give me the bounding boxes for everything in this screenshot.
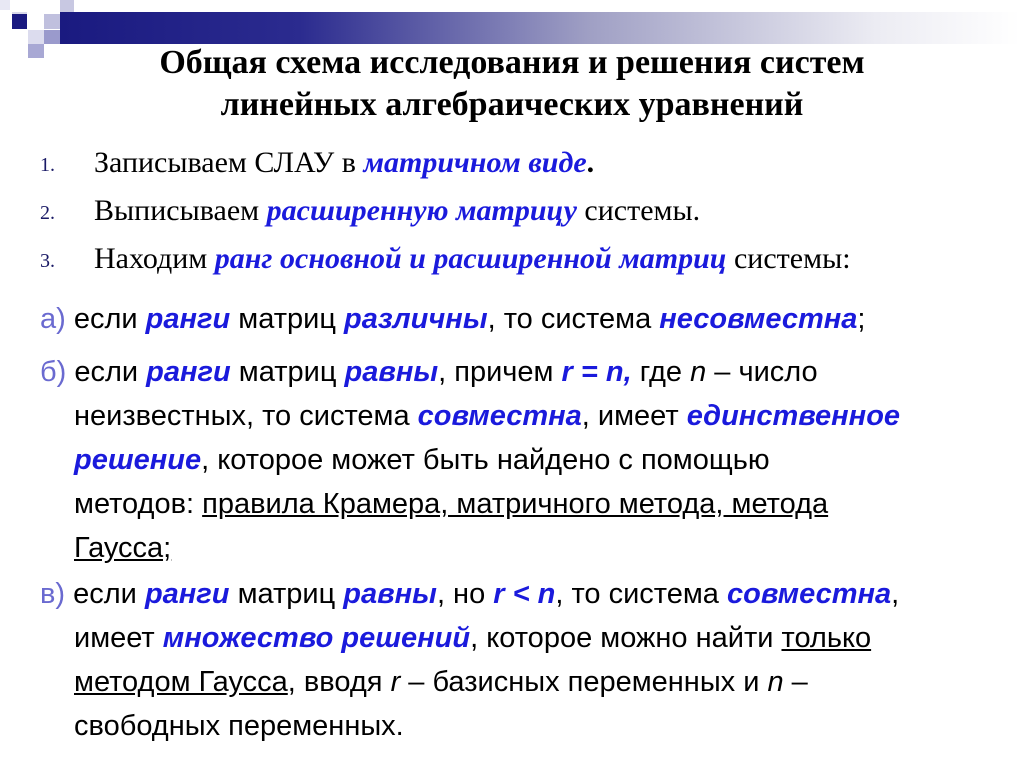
text: – число — [706, 356, 818, 388]
highlight: совместна — [417, 400, 582, 432]
text: , — [891, 578, 900, 610]
step-text — [94, 236, 851, 282]
highlight: совместна — [727, 578, 892, 610]
underlined: методом Гаусса — [74, 666, 288, 698]
variable: r — [390, 666, 401, 698]
text: если — [65, 303, 146, 335]
text: свободных переменных. — [74, 710, 404, 742]
highlight: равны — [344, 356, 439, 388]
variable: n — [767, 666, 784, 698]
steps-list — [40, 140, 1000, 284]
step-2 — [40, 188, 1000, 236]
highlight: ранги — [144, 578, 230, 610]
title-line-2: линейных алгебраических уравнений — [220, 86, 804, 123]
text: системы: — [726, 242, 851, 275]
text: если — [66, 356, 147, 388]
text: матриц — [230, 303, 344, 335]
highlight: матричном виде — [363, 146, 587, 179]
methods-underlined: Гаусса; — [74, 532, 172, 564]
highlight: ранги — [146, 356, 231, 388]
text: – — [783, 666, 808, 698]
slide-title — [0, 42, 1024, 126]
text: где — [631, 356, 691, 388]
variable: n — [690, 356, 707, 388]
deco-square — [44, 14, 60, 29]
text: , причем — [438, 356, 562, 388]
step-number: 2. — [40, 202, 55, 224]
step-1 — [40, 140, 1000, 188]
highlight: множество решений — [162, 622, 471, 654]
step-text — [94, 188, 700, 234]
highlight: ранги — [145, 303, 231, 335]
case-c — [40, 572, 899, 748]
text: Выписываем — [94, 194, 267, 227]
case-label: в) — [40, 578, 66, 610]
case-label: б) — [40, 356, 67, 388]
text: если — [65, 578, 145, 610]
deco-square — [0, 0, 10, 10]
highlight: расширенную матрицу — [266, 194, 577, 227]
methods-underlined: правила Крамера, матричного метода, метода — [202, 488, 829, 520]
text: ; — [857, 303, 866, 335]
text: . — [586, 146, 595, 179]
header-gradient-bar — [60, 12, 1020, 44]
deco-square — [28, 14, 44, 29]
case-b — [40, 350, 900, 570]
text: , которое можно найти — [470, 622, 782, 654]
text: , то система — [555, 578, 727, 610]
step-text — [94, 140, 594, 186]
step-3 — [40, 236, 1000, 284]
text: , но — [436, 578, 494, 610]
underlined: только — [781, 622, 872, 654]
text: , то система — [487, 303, 660, 335]
highlight: различны — [344, 303, 488, 335]
deco-square — [12, 14, 27, 29]
text: , которое может быть найдено с помощью — [201, 444, 770, 476]
highlight: равны — [343, 578, 437, 610]
highlight: ранг основной и расширенной матриц — [214, 242, 727, 275]
text: , имеет — [581, 400, 687, 432]
deco-square — [60, 0, 74, 12]
text: неизвестных, то система — [74, 400, 418, 432]
title-line-1: Общая схема исследования и решения систем — [159, 44, 865, 81]
case-a — [40, 297, 865, 341]
text: матриц — [229, 578, 344, 610]
text: Записываем СЛАУ в — [94, 146, 364, 179]
text: Находим — [94, 242, 215, 275]
text: методов: — [74, 488, 203, 520]
text: – базисных переменных и — [400, 666, 768, 698]
highlight: единственное — [686, 400, 901, 432]
text: имеет — [74, 622, 163, 654]
highlight: несовместна — [659, 303, 858, 335]
text: матриц — [230, 356, 345, 388]
text: , вводя — [287, 666, 391, 698]
highlight: решение — [74, 444, 202, 476]
highlight: r = n, — [561, 356, 632, 388]
step-number: 3. — [40, 250, 55, 272]
text: системы. — [576, 194, 701, 227]
step-number: 1. — [40, 154, 55, 176]
highlight: r < n — [493, 578, 556, 610]
case-label: а) — [40, 303, 66, 335]
